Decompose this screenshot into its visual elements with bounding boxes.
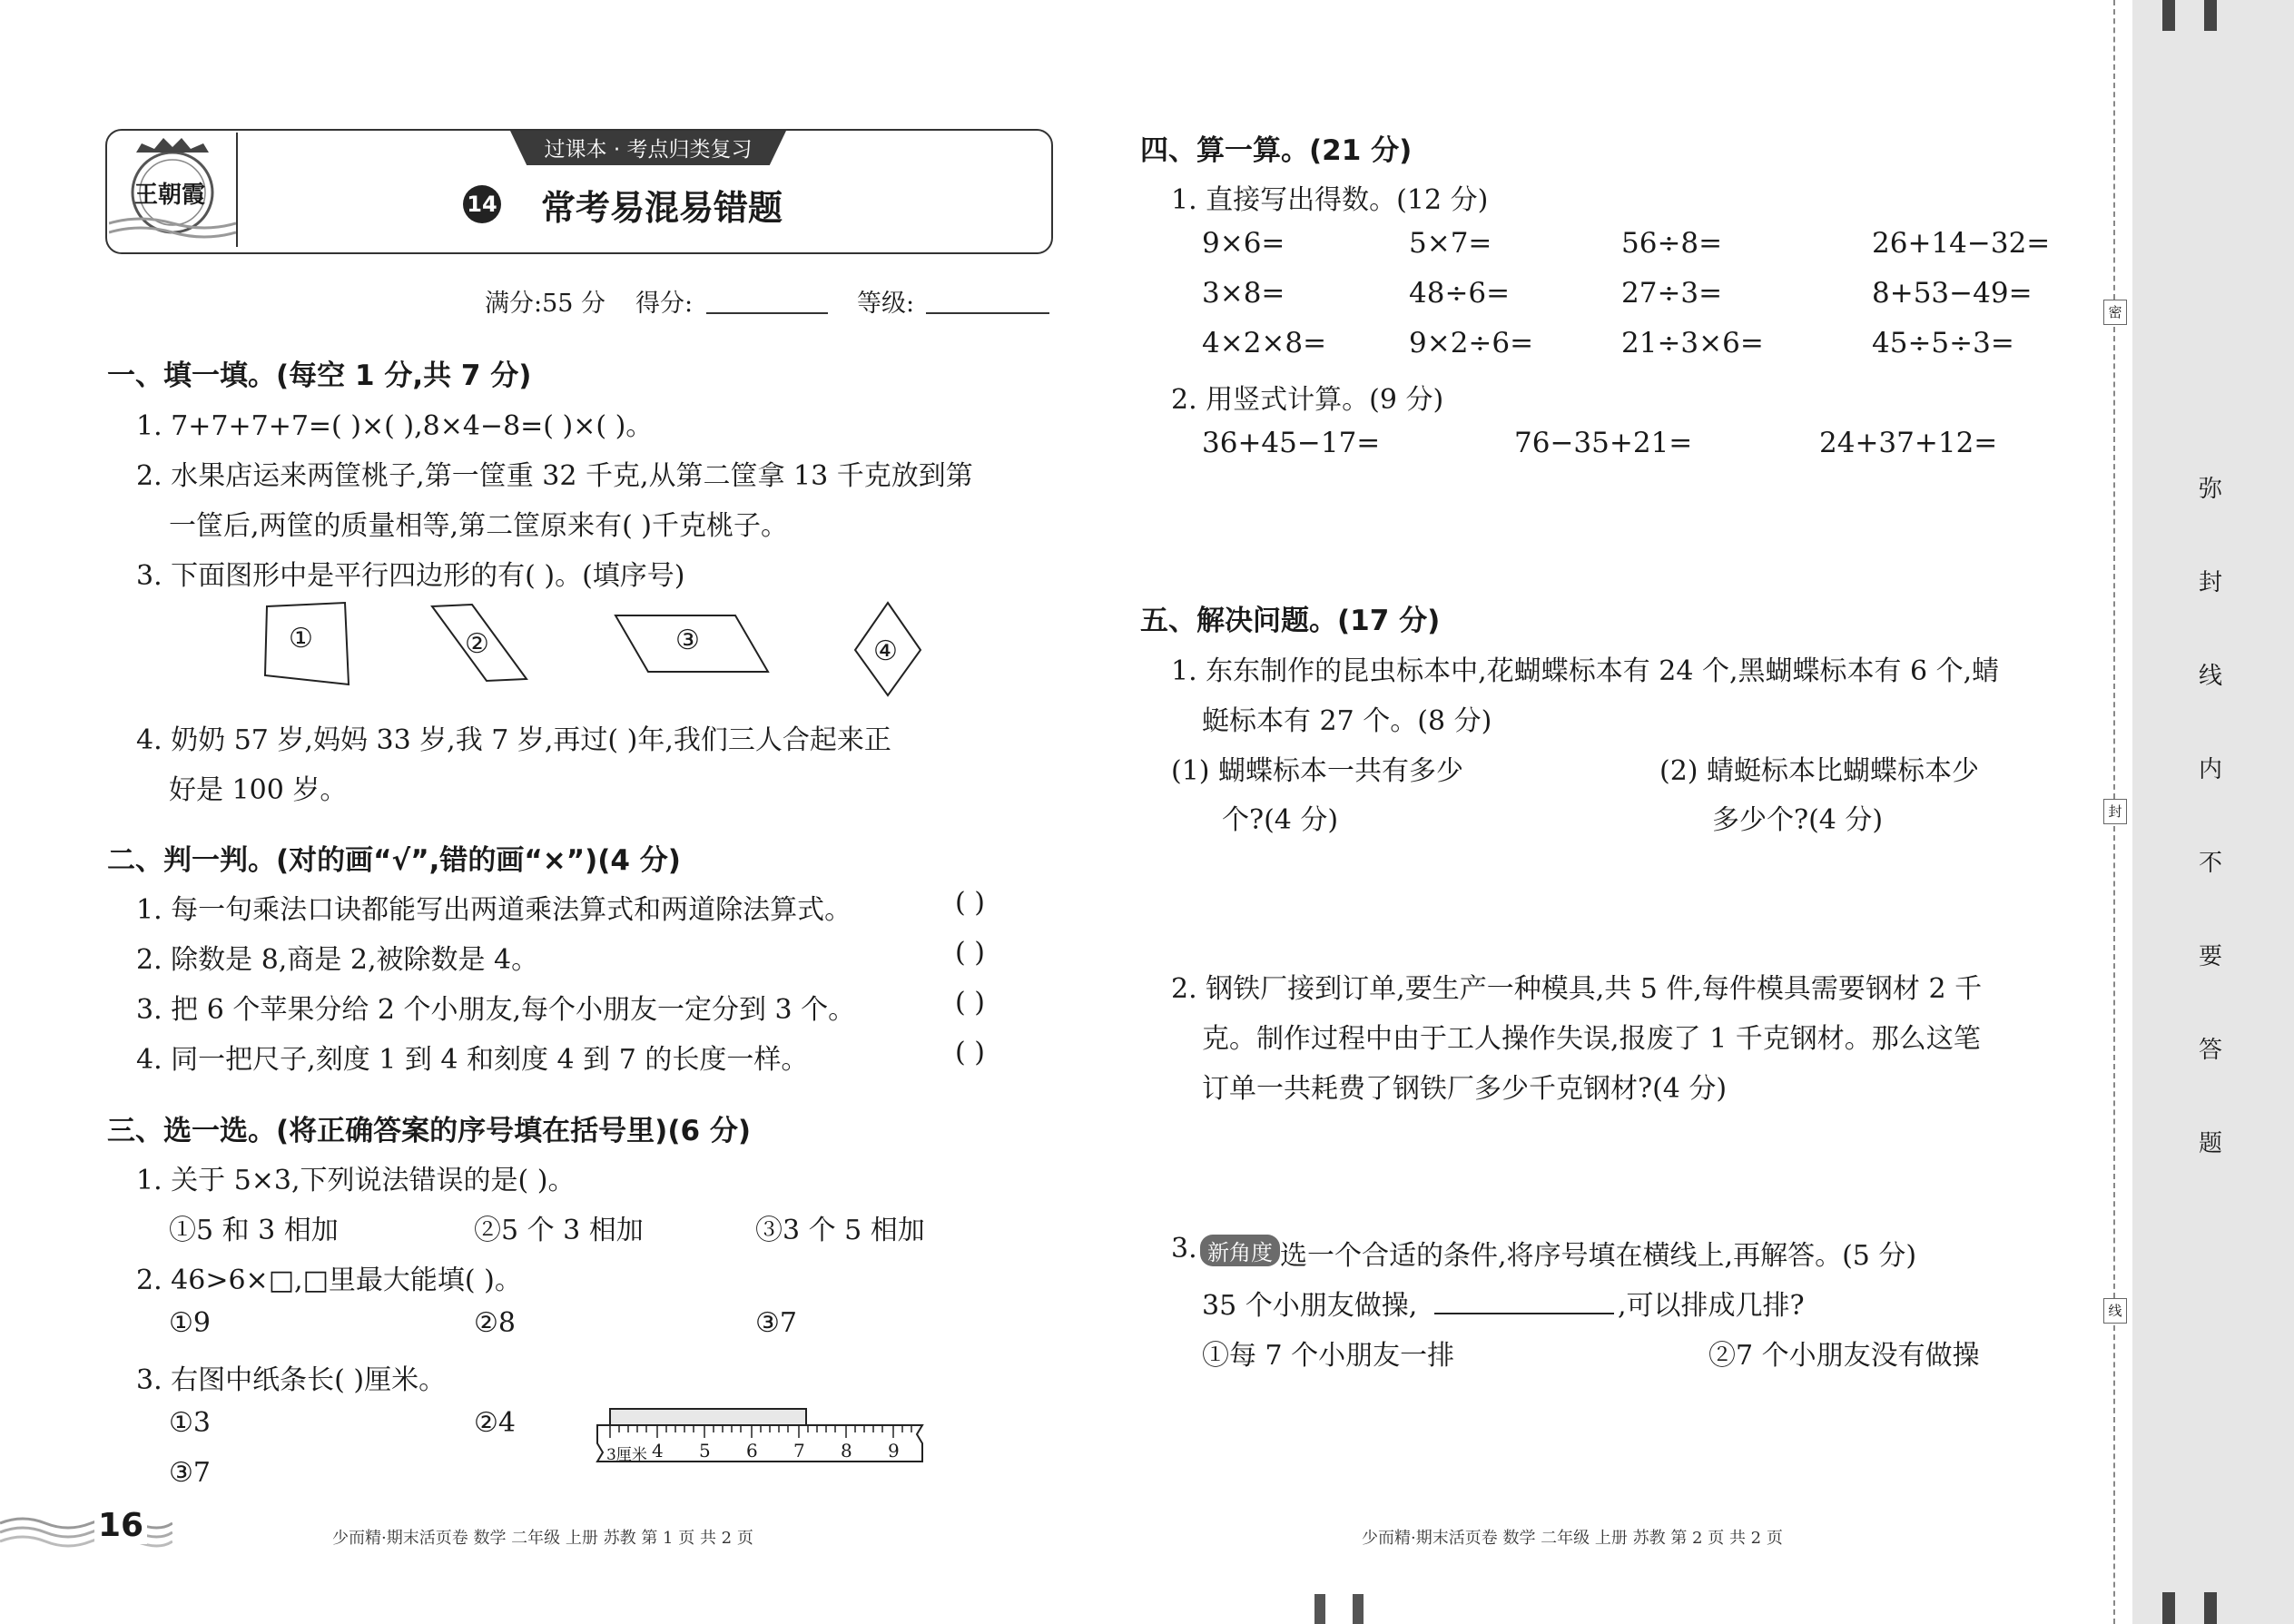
logo xyxy=(109,133,238,247)
s1-q2a: 2. 水果店运来两筐桃子,第一筐重 32 千克,从第二筐拿 13 千克放到第 xyxy=(136,460,973,492)
binding-word-5: 不 xyxy=(2199,850,2223,877)
s5-q2b: 克。制作过程中由于工人操作失误,报废了 1 千克钢材。那么这笔 xyxy=(1202,1023,1981,1055)
s3-q2-opt-2: ②8 xyxy=(474,1307,516,1339)
section-4-head: 四、算一算。(21 分) xyxy=(1140,134,1413,167)
s5-q2a: 2. 钢铁厂接到订单,要生产一种模具,共 5 件,每件模具需要钢材 2 千 xyxy=(1171,973,1983,1005)
s5-q1-sub1a: (1) 蝴蝶标本一共有多少 xyxy=(1171,755,1464,787)
shape-label-3: ③ xyxy=(675,625,700,656)
calc-2-1: 3×8= xyxy=(1202,277,1285,310)
left-footer: 少而精·期末活页卷 数学 二年级 上册 苏教 第 1 页 共 2 页 xyxy=(332,1529,753,1548)
s2-item-3: 3. 把 6 个苹果分给 2 个小朋友,每个小朋友一定分到 3 个。 xyxy=(136,994,856,1026)
crop-mark-left xyxy=(1314,1594,1325,1624)
shape-label-2: ② xyxy=(465,628,489,660)
grade-label: 等级: xyxy=(857,290,915,318)
s5-q2c: 订单一共耗费了钢铁厂多少千克钢材?(4 分) xyxy=(1202,1073,1728,1105)
strip-mark-bottom-1 xyxy=(2162,1592,2175,1624)
seal-line-1 xyxy=(2113,0,2115,300)
strip-mark-top-2 xyxy=(2204,0,2217,31)
s5-q3a: 选一个合适的条件,将序号填在横线上,再解答。(5 分) xyxy=(1280,1240,1917,1272)
binding-word-7: 答 xyxy=(2199,1037,2223,1064)
s2-item-4: 4. 同一把尺子,刻度 1 到 4 和刻度 4 到 7 的长度一样。 xyxy=(136,1044,809,1076)
s5-q3-opt-2: ②7 个小朋友没有做操 xyxy=(1708,1340,1980,1372)
crop-mark-right xyxy=(1353,1594,1364,1624)
page-title: 常考易混易错题 xyxy=(541,188,783,228)
s5-q1-sub1b: 个?(4 分) xyxy=(1222,804,1339,836)
s5-q1-sub2a: (2) 蜻蜓标本比蝴蝶标本少 xyxy=(1659,755,1980,787)
s4-sub2: 2. 用竖式计算。(9 分) xyxy=(1171,384,1444,416)
page-number: 16 xyxy=(94,1507,147,1544)
s1-q2b: 一筐后,两筐的质量相等,第二筐原来有( )千克桃子。 xyxy=(169,510,789,542)
condition-blank[interactable] xyxy=(1434,1313,1614,1314)
s1-q4b: 好是 100 岁。 xyxy=(169,774,348,806)
seal-line-3 xyxy=(2113,826,2115,1298)
seal-line-2 xyxy=(2113,327,2115,799)
binding-strip xyxy=(2132,0,2294,1624)
full-score: 满分:55 分 xyxy=(485,290,606,318)
section-3-head: 三、选一选。(将正确答案的序号填在括号里)(6 分) xyxy=(107,1115,752,1147)
calc-1-1: 9×6= xyxy=(1202,227,1285,260)
s3-q2-opt-3: ③7 xyxy=(755,1307,797,1339)
s5-q1a: 1. 东东制作的昆虫标本中,花蝴蝶标本有 24 个,黑蝴蝶标本有 6 个,蜻 xyxy=(1171,655,2000,687)
s1-q4a: 4. 奶奶 57 岁,妈妈 33 岁,我 7 岁,再过( )年,我们三人合起来正 xyxy=(136,724,891,756)
s3-q3: 3. 右图中纸条长( )厘米。 xyxy=(136,1364,447,1396)
s3-q2-opt-1: ①9 xyxy=(169,1307,211,1339)
score-field[interactable] xyxy=(706,312,828,314)
ruler-label-4: 4 xyxy=(652,1440,664,1462)
strip-mark-top-1 xyxy=(2162,0,2175,31)
calc-3-1: 4×2×8= xyxy=(1202,327,1327,359)
s3-q3-opt-3: ③7 xyxy=(169,1457,211,1489)
s5-q3b-post: ,可以排成几排? xyxy=(1618,1290,1805,1322)
binding-word-6: 要 xyxy=(2199,943,2223,970)
lesson-number-badge: 14 xyxy=(463,185,501,223)
calc-3-2: 9×2÷6= xyxy=(1409,327,1534,359)
s3-q1-opt-1: ①5 和 3 相加 xyxy=(169,1215,339,1246)
s2-item-1: 1. 每一句乘法口诀都能写出两道乘法算式和两道除法算式。 xyxy=(136,894,852,926)
s2-paren-2[interactable]: ( ) xyxy=(955,937,985,969)
shape-label-1: ① xyxy=(289,623,313,655)
s2-paren-1[interactable]: ( ) xyxy=(955,887,985,919)
shape-figures xyxy=(254,599,944,699)
s2-paren-4[interactable]: ( ) xyxy=(955,1037,985,1068)
s1-q3: 3. 下面图形中是平行四边形的有( )。(填序号) xyxy=(136,560,685,592)
seal-box-mi: 密 xyxy=(2103,300,2127,325)
s3-q1-opt-3: ③3 个 5 相加 xyxy=(755,1215,925,1246)
s5-q3-num: 3. xyxy=(1171,1233,1197,1265)
seal-box-xian: 线 xyxy=(2103,1298,2127,1324)
shape-label-4: ④ xyxy=(873,635,898,667)
right-footer: 少而精·期末活页卷 数学 二年级 上册 苏教 第 2 页 共 2 页 xyxy=(1362,1529,1783,1548)
s5-q3b-pre: 35 个小朋友做操, xyxy=(1202,1290,1418,1322)
s3-q2: 2. 46>6×□,□里最大能填( )。 xyxy=(136,1265,522,1296)
vert-1: 36+45−17= xyxy=(1202,427,1381,459)
s3-q1: 1. 关于 5×3,下列说法错误的是( )。 xyxy=(136,1165,576,1196)
section-2-head: 二、判一判。(对的画“√”,错的画“×”)(4 分) xyxy=(107,844,681,877)
binding-word-1: 弥 xyxy=(2199,476,2223,503)
ruler-label-8: 8 xyxy=(841,1440,852,1462)
score-label: 得分: xyxy=(635,290,694,318)
s5-q3-opt-1: ①每 7 个小朋友一排 xyxy=(1202,1340,1455,1372)
binding-word-3: 线 xyxy=(2199,663,2223,690)
banner-small: 过课本 · 考点归类复习 xyxy=(544,138,753,162)
seal-box-feng: 封 xyxy=(2103,799,2127,824)
s3-q3-opt-1: ①3 xyxy=(169,1407,211,1439)
vert-2: 76−35+21= xyxy=(1514,427,1693,459)
binding-word-2: 封 xyxy=(2199,569,2223,596)
s5-q1b: 蜓标本有 27 个。(8 分) xyxy=(1202,705,1492,737)
s5-q1-sub2b: 多少个?(4 分) xyxy=(1712,804,1884,836)
calc-1-2: 5×7= xyxy=(1409,227,1492,260)
logo-text: 王朝霞 xyxy=(134,182,206,209)
section-1-head: 一、填一填。(每空 1 分,共 7 分) xyxy=(107,359,532,392)
ruler-label-3cm: 3厘米 xyxy=(606,1446,647,1464)
s3-q1-opt-2: ②5 个 3 相加 xyxy=(474,1215,644,1246)
calc-2-3: 27÷3= xyxy=(1621,277,1723,310)
binding-word-8: 题 xyxy=(2199,1130,2223,1157)
calc-2-4: 8+53−49= xyxy=(1872,277,2033,310)
ruler-label-7: 7 xyxy=(793,1440,805,1462)
s1-q1: 1. 7+7+7+7=( )×( ),8×4−8=( )×( )。 xyxy=(136,410,654,442)
calc-2-2: 48÷6= xyxy=(1409,277,1511,310)
s3-q3-opt-2: ②4 xyxy=(474,1407,516,1439)
s2-paren-3[interactable]: ( ) xyxy=(955,987,985,1019)
ruler-label-6: 6 xyxy=(746,1440,758,1462)
binding-word-4: 内 xyxy=(2199,756,2223,783)
strip-mark-bottom-2 xyxy=(2204,1592,2217,1624)
grade-field[interactable] xyxy=(926,312,1049,314)
ruler-label-9: 9 xyxy=(888,1440,900,1462)
new-angle-badge: 新角度 xyxy=(1200,1235,1280,1266)
s2-item-2: 2. 除数是 8,商是 2,被除数是 4。 xyxy=(136,944,539,976)
ruler-label-5: 5 xyxy=(699,1440,711,1462)
vert-3: 24+37+12= xyxy=(1819,427,1998,459)
section-5-head: 五、解决问题。(17 分) xyxy=(1140,605,1441,637)
calc-3-4: 45÷5÷3= xyxy=(1872,327,2014,359)
calc-1-4: 26+14−32= xyxy=(1872,227,2051,260)
calc-3-3: 21÷3×6= xyxy=(1621,327,1764,359)
s4-sub1: 1. 直接写出得数。(12 分) xyxy=(1171,184,1489,216)
calc-1-3: 56÷8= xyxy=(1621,227,1723,260)
seal-line-4 xyxy=(2113,1325,2115,1624)
